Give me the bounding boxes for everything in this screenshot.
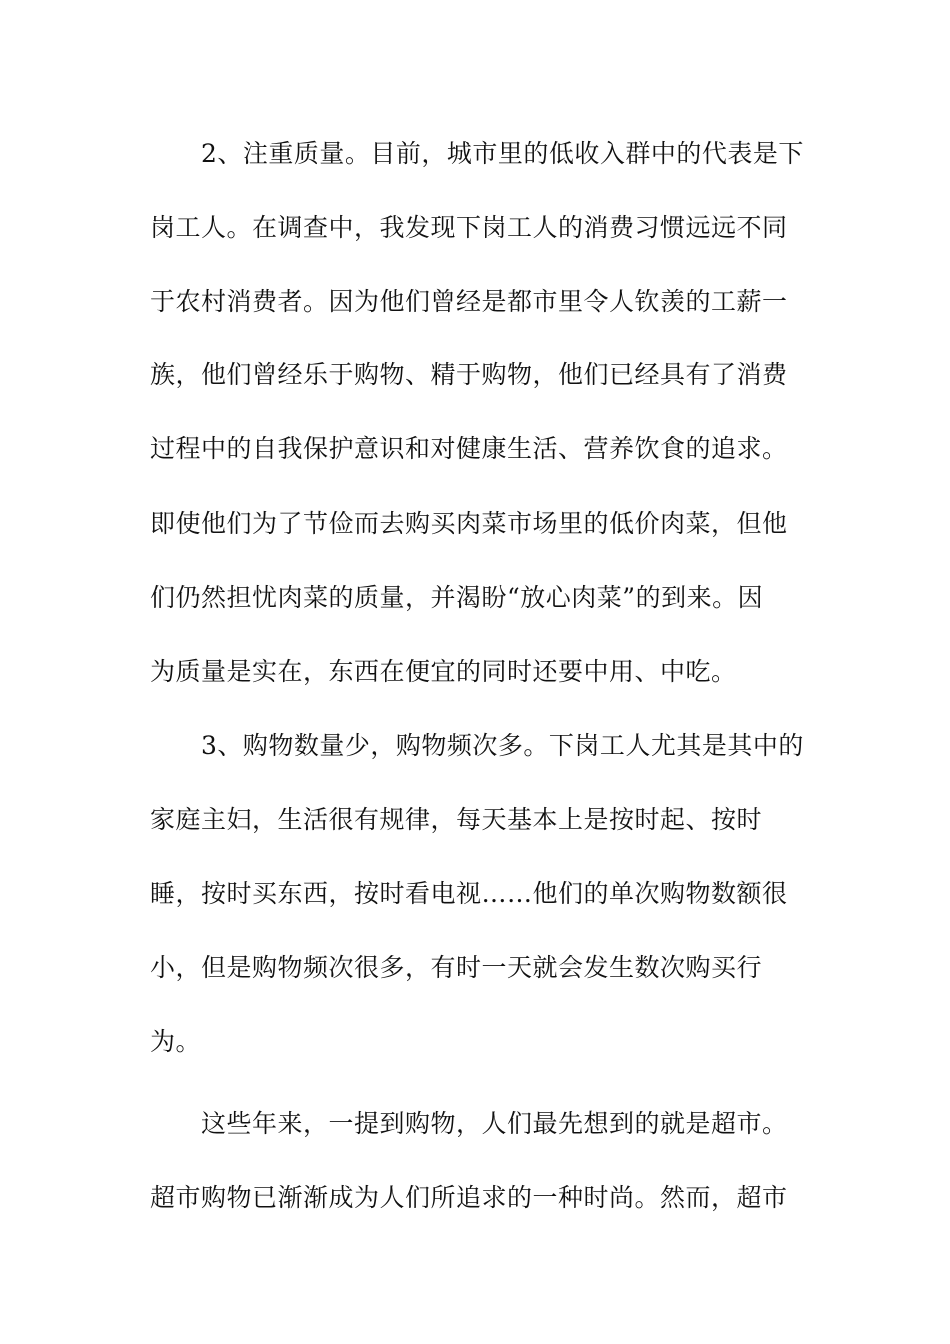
paragraph-line: 为。 xyxy=(150,1027,202,1056)
paragraph-line: 小，但是购物频次很多，有时一天就会发生数次购买行 xyxy=(150,953,763,982)
paragraph-line: 即使他们为了节俭而去购买肉菜市场里的低价肉菜，但他 xyxy=(150,509,788,538)
paragraph-line: 超市购物已渐渐成为人们所追求的一种时尚。然而，超市 xyxy=(150,1183,788,1212)
paragraph-line: 家庭主妇，生活很有规律，每天基本上是按时起、按时 xyxy=(150,805,763,834)
paragraph-line: 族，他们曾经乐于购物、精于购物，他们已经具有了消费 xyxy=(150,360,788,389)
paragraph-line: 这些年来，一提到购物，人们最先想到的就是超市。 xyxy=(201,1109,788,1138)
paragraph-line: 于农村消费者。因为他们曾经是都市里令人钦羡的工薪一 xyxy=(150,287,788,316)
paragraph-line: 2、注重质量。目前，城市里的低收入群中的代表是下 xyxy=(201,139,804,168)
paragraph-line: 过程中的自我保护意识和对健康生活、营养饮食的追求。 xyxy=(150,434,788,463)
paragraph-line: 们仍然担忧肉菜的质量，并渴盼“放心肉菜”的到来。因 xyxy=(150,583,764,612)
paragraph-line: 为质量是实在，东西在便宜的同时还要中用、中吃。 xyxy=(150,657,737,686)
paragraph-line: 睡，按时买东西，按时看电视……他们的单次购物数额很 xyxy=(150,879,788,908)
paragraph-line: 3、购物数量少，购物频次多。下岗工人尤其是其中的 xyxy=(201,731,804,760)
paragraph-line: 岗工人。在调查中，我发现下岗工人的消费习惯远远不同 xyxy=(150,213,788,242)
